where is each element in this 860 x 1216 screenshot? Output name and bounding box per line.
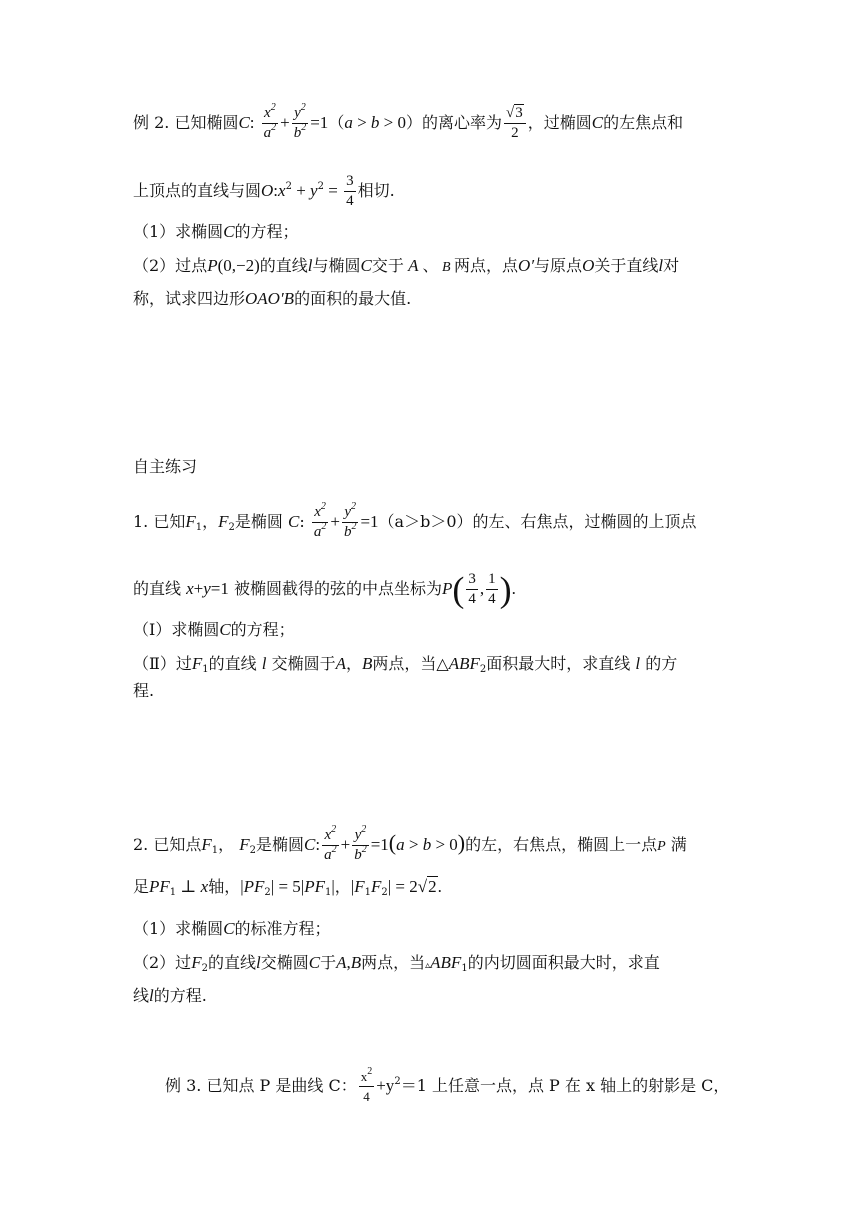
p2-q2-e: 的内切圆面积最大时，求直: [467, 953, 660, 972]
p1-comma: ，: [202, 512, 219, 531]
q2-mid6: 与原点: [534, 256, 583, 275]
p2-after: 的左，右焦点，椭圆上一点: [465, 835, 658, 854]
left-focus-text: 的左焦点和: [603, 113, 684, 132]
practice2-q1: （1）求椭圆C的标准方程；: [133, 919, 331, 938]
practice1-q2: （Ⅱ）过$F_1$的直线 l 交椭圆于A，B两点，当$\triangle ABF_2$面积最大时，求直线 l 的方: [133, 654, 678, 675]
p1-line2b: 被椭圆截得的弦的中点坐标为: [233, 579, 442, 598]
practice1-q2-line2: [133, 681, 732, 701]
p2-q2-d: 两点，当: [361, 953, 426, 972]
q2-line2-end: 的面积的最大值.: [294, 289, 412, 308]
tangent-text: 相切.: [357, 181, 395, 200]
p1-q2-b: 交椭圆于: [271, 654, 336, 673]
practice-heading-text: 自主练习: [133, 457, 198, 476]
line2-start: 上顶点的直线与圆: [133, 181, 262, 200]
example2-line2: 上顶点的直线与圆$O:x^2 + y^2$ = $\frac{3}{4}$ 相切.: [133, 173, 395, 209]
p2-q2-b: 交椭圆: [260, 953, 309, 972]
q1-end: 的方程；: [234, 222, 299, 241]
example2-intro: 例 2. 已知椭圆: [133, 113, 239, 132]
p1-is: 是椭圆: [234, 512, 283, 531]
example3-line1: 例 3. 已知点 P 是曲线 C： $\frac{x^2}{4}$ $+y^2=1$ 上任意一点，点 P 在 x 轴上的射影是 C，: [165, 1066, 730, 1104]
p1-q1-end: 的方程；: [230, 620, 295, 639]
p2-axis: 轴，: [208, 877, 241, 896]
example3-start: 例 3. 已知点 P 是曲线 C：: [165, 1076, 357, 1095]
p2-q2-start: （2）过: [133, 953, 192, 972]
practice-heading: [133, 457, 732, 477]
q2-mid4: 、: [422, 256, 439, 275]
p2-q2-line2-start: 线: [133, 986, 150, 1005]
p1-q2-a: 的直线: [208, 654, 257, 673]
p2-q1: （1）求椭圆: [133, 919, 224, 938]
eccentricity-text: 的离心率为: [422, 113, 503, 132]
p1-q2-start: （Ⅱ）过: [133, 654, 192, 673]
p2-satisfy: 满: [670, 835, 687, 854]
practice1-line1: 1. 已知$F_1$，$F_2$是椭圆 C: $\frac{x^2}{a^2}$ + $\frac{y^2}{b^2}$ =1（a＞b＞0）的左、右焦点，过椭圆的上顶点: [133, 501, 697, 540]
practice1-q1: （Ⅰ）求椭圆C的方程；: [133, 620, 295, 639]
p1-start: 1. 已知: [133, 512, 186, 531]
practice2-q2-line2: 线l的方程.: [133, 986, 207, 1005]
practice1-line2: 的直线 x+y=1 被椭圆截得的弦的中点坐标为P( $\frac{3}{4}$ , $\frac{1}{4}$ ).: [133, 569, 516, 610]
q2-mid7: 关于直线: [594, 256, 659, 275]
p2-line2-start: 足: [133, 877, 150, 896]
example2-q2: （2）过点P(0,−2)的直线l与椭圆C交于 A 、 B 两点，点O′与原点O关于直线l对: [133, 256, 680, 275]
example2-line1: 例 2. 已知椭圆C: $\frac{x^2}{a^2}$ + $\frac{y^2}{b^2}$ =1（a > b > 0）的离心率为 $\frac{√3}{2}$ ，过椭圆C的左焦点和: [133, 102, 684, 141]
example2-q1: （1）求椭圆C的方程；: [133, 222, 299, 241]
p2-q2-c: 于: [320, 953, 337, 972]
q2-start: （2）过点: [133, 256, 208, 275]
after-ecc: ，过椭圆: [527, 113, 592, 132]
practice2-q2: （2）过$F_2$的直线l交椭圆C于A,B两点，当$▵ABF_1$的内切圆面积最大时，求直: [133, 953, 660, 974]
practice2-line1: 2. 已知点$F_1$， $F_2$是椭圆C: $\frac{x^2}{a^2}$ + $\frac{y^2}{b^2}$ =1(a > b > 0)的左，右焦点，椭圆上一点P 满: [133, 824, 687, 863]
p2-q1-end: 的标准方程；: [234, 919, 331, 938]
q2-mid3: 交于: [371, 256, 404, 275]
q2-mid2: 与椭圆: [312, 256, 361, 275]
p1-cond: （a＞b＞0）的左、右焦点，过椭圆的上顶点: [378, 512, 697, 531]
example3-end: ＝1 上任意一点，点 P 在 x 轴上的射影是 C，: [400, 1076, 730, 1095]
p1-q2-d: 面积最大时，求直线: [486, 654, 631, 673]
p2-comma: ，: [218, 835, 235, 854]
p1-q1: （Ⅰ）求椭圆: [133, 620, 220, 639]
q2-mid1: 的直线: [259, 256, 308, 275]
p2-is: 是椭圆: [256, 835, 305, 854]
q1-text: （1）求椭圆: [133, 222, 224, 241]
practice2-line2: 足$PF_1$ ⊥ x轴，$|PF_2| = 5|PF_1|$，$|F_1F_2| = 2√2$.: [133, 877, 442, 898]
p1-q2-line2: 程.: [133, 681, 155, 700]
p2-q2-line2-end: 的方程.: [153, 986, 207, 1005]
p1-q2-c: 两点，当△: [372, 654, 449, 673]
example2-q2-line2: 称，试求四边形OAO′B的面积的最大值.: [133, 289, 412, 308]
q2-mid5: 两点，点: [454, 256, 519, 275]
p1-q2-end: 的方: [645, 654, 678, 673]
p2-start: 2. 已知点: [133, 835, 202, 854]
p2-q2-a: 的直线: [207, 953, 256, 972]
q2-line2-start: 称，试求四边形: [133, 289, 246, 308]
p1-line2: 的直线: [133, 579, 182, 598]
q2-end: 对: [663, 256, 680, 275]
